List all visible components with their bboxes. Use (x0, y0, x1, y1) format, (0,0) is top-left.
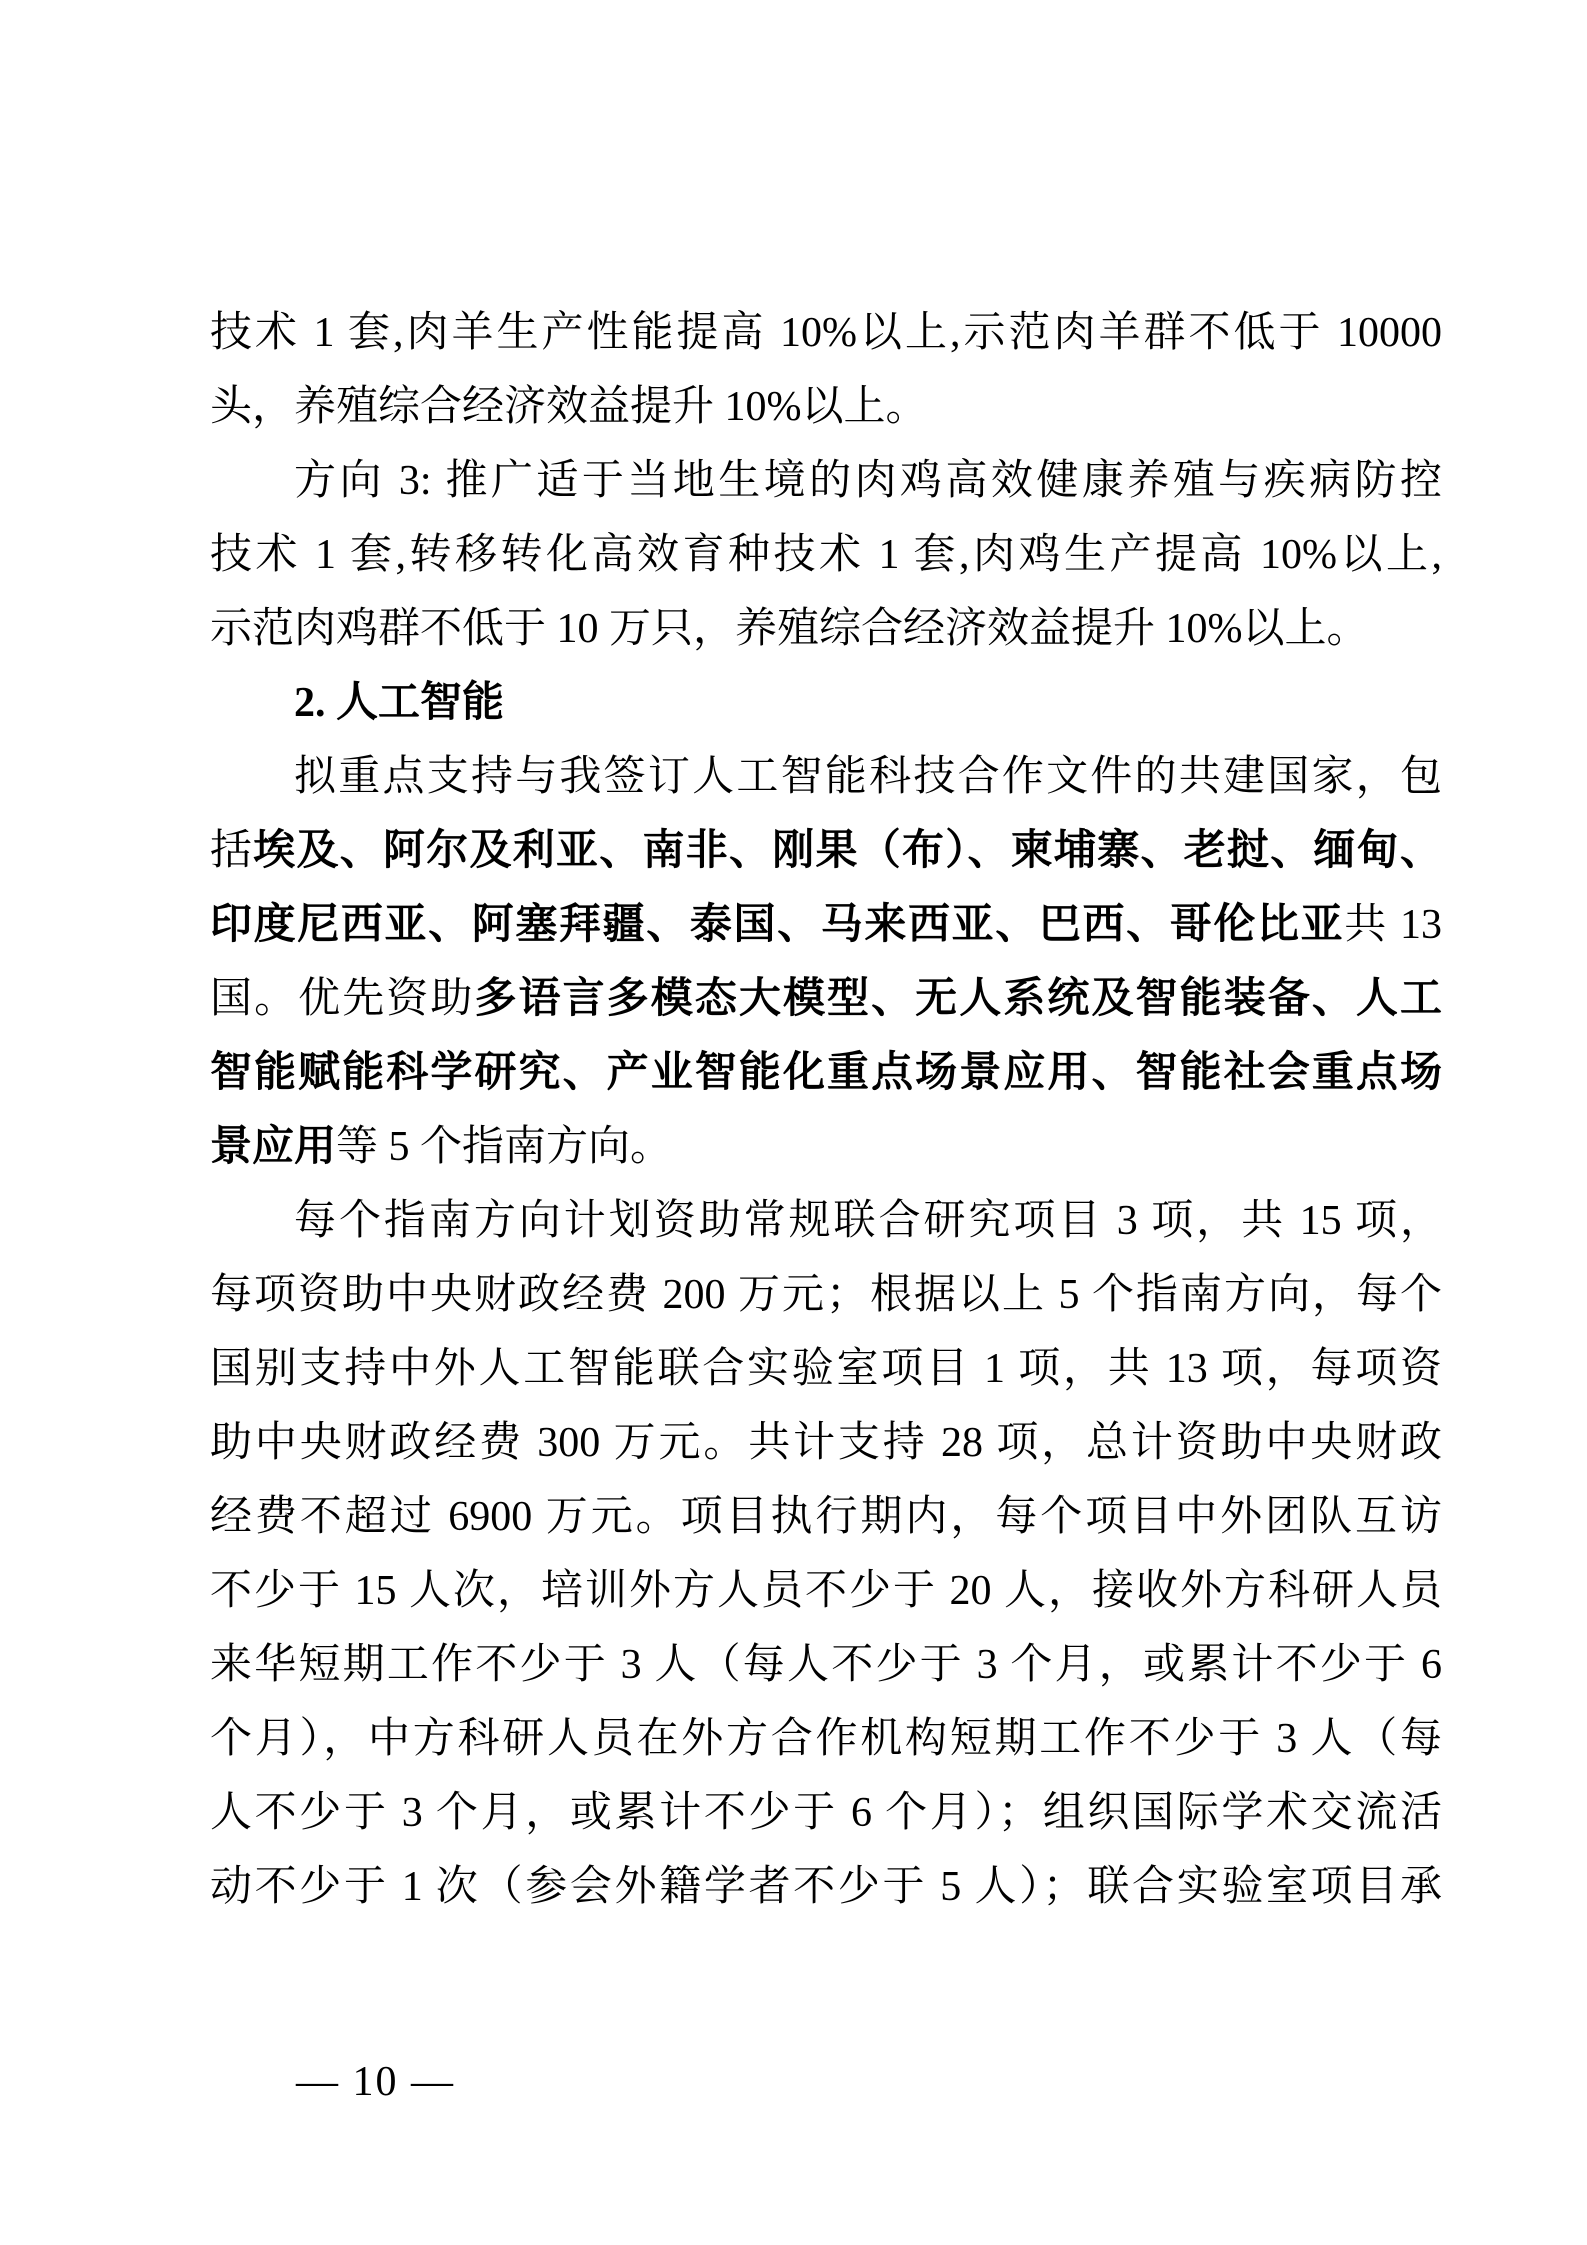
emphasis-text: 2. 人工智能 (294, 680, 505, 726)
emphasis-text: 智能赋能科学研究、产业智能化重点场景应用、智能社会重点场 (210, 1050, 1442, 1096)
document-line (210, 370, 1442, 444)
document-line (210, 1554, 1442, 1628)
body-text: 括 (210, 828, 254, 874)
body-text: 每个指南方向计划资助常规联合研究项目 3 项，共 15 项， (294, 1198, 1442, 1244)
body-text: 头，养殖综合经济效益提升 10%以上。 (210, 384, 928, 430)
document-line (210, 1850, 1442, 1924)
document-line (210, 962, 1442, 1036)
document-line (210, 592, 1442, 666)
document-line (210, 444, 1442, 518)
body-text: 每项资助中央财政经费 200 万元；根据以上 5 个指南方向，每个 (210, 1272, 1442, 1318)
body-text: 技术 1 套,肉羊生产性能提高 10%以上,示范肉羊群不低于 10000 (210, 310, 1442, 356)
emphasis-text: 多语言多模态大模型、无人系统及智能装备、人工 (474, 976, 1442, 1022)
document-line (210, 740, 1442, 814)
emphasis-text: 印度尼西亚、阿塞拜疆、泰国、马来西亚、巴西、哥伦比亚 (210, 902, 1345, 948)
body-text: 动不少于 1 次（参会外籍学者不少于 5 人）；联合实验室项目承 (210, 1864, 1442, 1910)
body-text: 国别支持中外人工智能联合实验室项目 1 项，共 13 项，每项资 (210, 1346, 1442, 1392)
body-text: 方向 3: 推广适于当地生境的肉鸡高效健康养殖与疾病防控 (294, 458, 1442, 504)
document-line (210, 296, 1442, 370)
body-text: 拟重点支持与我签订人工智能科技合作文件的共建国家，包 (294, 754, 1442, 800)
body-text: 国。优先资助 (210, 976, 475, 1022)
document-body (210, 296, 1442, 1924)
document-line (210, 1332, 1442, 1406)
document-line (210, 1258, 1442, 1332)
body-text: 等 5 个指南方向。 (336, 1124, 673, 1170)
document-line (210, 1036, 1442, 1110)
body-text: 助中央财政经费 300 万元。共计支持 28 项，总计资助中央财政 (210, 1420, 1442, 1466)
page-number: — 10 — (296, 2059, 455, 2105)
section-heading (210, 666, 1442, 740)
emphasis-text: 景应用 (210, 1124, 337, 1170)
body-text: 不少于 15 人次，培训外方人员不少于 20 人，接收外方科研人员 (210, 1568, 1442, 1614)
document-line (210, 1628, 1442, 1702)
document-line (210, 1702, 1442, 1776)
document-line (210, 1480, 1442, 1554)
body-text: 技术 1 套,转移转化高效育种技术 1 套,肉鸡生产提高 10%以上, (210, 532, 1442, 578)
body-text: 经费不超过 6900 万元。项目执行期内，每个项目中外团队互访 (210, 1494, 1442, 1540)
document-line (210, 888, 1442, 962)
document-line (210, 518, 1442, 592)
document-line (210, 1184, 1442, 1258)
page-footer (246, 1998, 455, 2166)
body-text: 示范肉鸡群不低于 10 万只，养殖综合经济效益提升 10%以上。 (210, 606, 1369, 652)
document-line (210, 1406, 1442, 1480)
document-line (210, 814, 1442, 888)
body-text: 来华短期工作不少于 3 人（每人不少于 3 个月，或累计不少于 6 (210, 1642, 1442, 1688)
document-line (210, 1110, 1442, 1184)
document-line (210, 1776, 1442, 1850)
body-text: 人不少于 3 个月，或累计不少于 6 个月）；组织国际学术交流活 (210, 1790, 1442, 1836)
emphasis-text: 埃及、阿尔及利亚、南非、刚果（布）、柬埔寨、老挝、缅甸、 (253, 828, 1442, 874)
body-text: 共 13 (1344, 902, 1442, 948)
body-text: 个月），中方科研人员在外方合作机构短期工作不少于 3 人（每 (210, 1716, 1442, 1762)
